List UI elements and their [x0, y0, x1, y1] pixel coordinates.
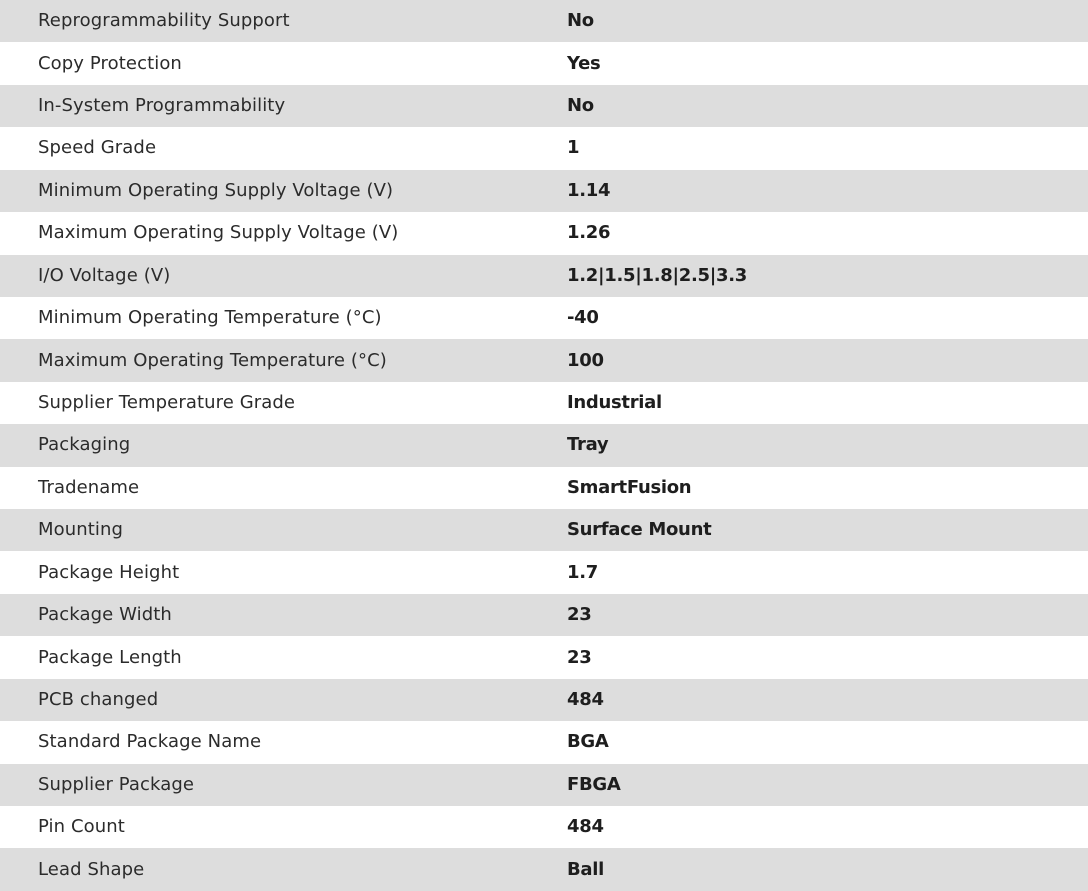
spec-label: Package Height	[0, 551, 529, 593]
spec-label: Minimum Operating Temperature (°C)	[0, 297, 529, 339]
table-row	[0, 509, 1088, 551]
spec-label: Packaging	[0, 424, 529, 466]
spec-value: 23	[529, 636, 1088, 678]
spec-value: 484	[529, 679, 1088, 721]
spec-label: Maximum Operating Temperature (°C)	[0, 339, 529, 381]
table-row	[0, 551, 1088, 593]
spec-label: I/O Voltage (V)	[0, 255, 529, 297]
spec-label: Supplier Temperature Grade	[0, 382, 529, 424]
spec-value: Yes	[529, 42, 1088, 84]
spec-value: No	[529, 85, 1088, 127]
spec-value: Tray	[529, 424, 1088, 466]
table-row	[0, 764, 1088, 806]
table-row	[0, 594, 1088, 636]
table-row	[0, 806, 1088, 848]
table-row	[0, 721, 1088, 763]
table-row	[0, 127, 1088, 169]
table-row	[0, 382, 1088, 424]
spec-label: In-System Programmability	[0, 85, 529, 127]
table-row	[0, 255, 1088, 297]
table-row	[0, 212, 1088, 254]
spec-label: Package Width	[0, 594, 529, 636]
table-row	[0, 85, 1088, 127]
spec-value: 1.7	[529, 551, 1088, 593]
spec-label: Mounting	[0, 509, 529, 551]
spec-value: -40	[529, 297, 1088, 339]
spec-label: Copy Protection	[0, 42, 529, 84]
spec-label: Reprogrammability Support	[0, 0, 529, 42]
spec-label: Lead Shape	[0, 848, 529, 890]
spec-value: 484	[529, 806, 1088, 848]
spec-label: Speed Grade	[0, 127, 529, 169]
spec-label: Standard Package Name	[0, 721, 529, 763]
table-row	[0, 339, 1088, 381]
spec-value: Industrial	[529, 382, 1088, 424]
spec-value: SmartFusion	[529, 467, 1088, 509]
table-row	[0, 170, 1088, 212]
table-row	[0, 467, 1088, 509]
table-row	[0, 424, 1088, 466]
spec-value: 1.14	[529, 170, 1088, 212]
spec-label: PCB changed	[0, 679, 529, 721]
table-row	[0, 297, 1088, 339]
table-row	[0, 0, 1088, 42]
table-row	[0, 848, 1088, 890]
spec-value: 1	[529, 127, 1088, 169]
spec-value: BGA	[529, 721, 1088, 763]
table-row	[0, 636, 1088, 678]
spec-value: 23	[529, 594, 1088, 636]
spec-value: No	[529, 0, 1088, 42]
spec-value: FBGA	[529, 764, 1088, 806]
spec-value: 100	[529, 339, 1088, 381]
spec-value: Ball	[529, 848, 1088, 890]
table-row	[0, 42, 1088, 84]
spec-value: Surface Mount	[529, 509, 1088, 551]
spec-label: Minimum Operating Supply Voltage (V)	[0, 170, 529, 212]
spec-label: Tradename	[0, 467, 529, 509]
spec-value: 1.26	[529, 212, 1088, 254]
spec-label: Supplier Package	[0, 764, 529, 806]
spec-value: 1.2|1.5|1.8|2.5|3.3	[529, 255, 1088, 297]
spec-label: Pin Count	[0, 806, 529, 848]
table-row	[0, 679, 1088, 721]
spec-label: Maximum Operating Supply Voltage (V)	[0, 212, 529, 254]
spec-label: Package Length	[0, 636, 529, 678]
